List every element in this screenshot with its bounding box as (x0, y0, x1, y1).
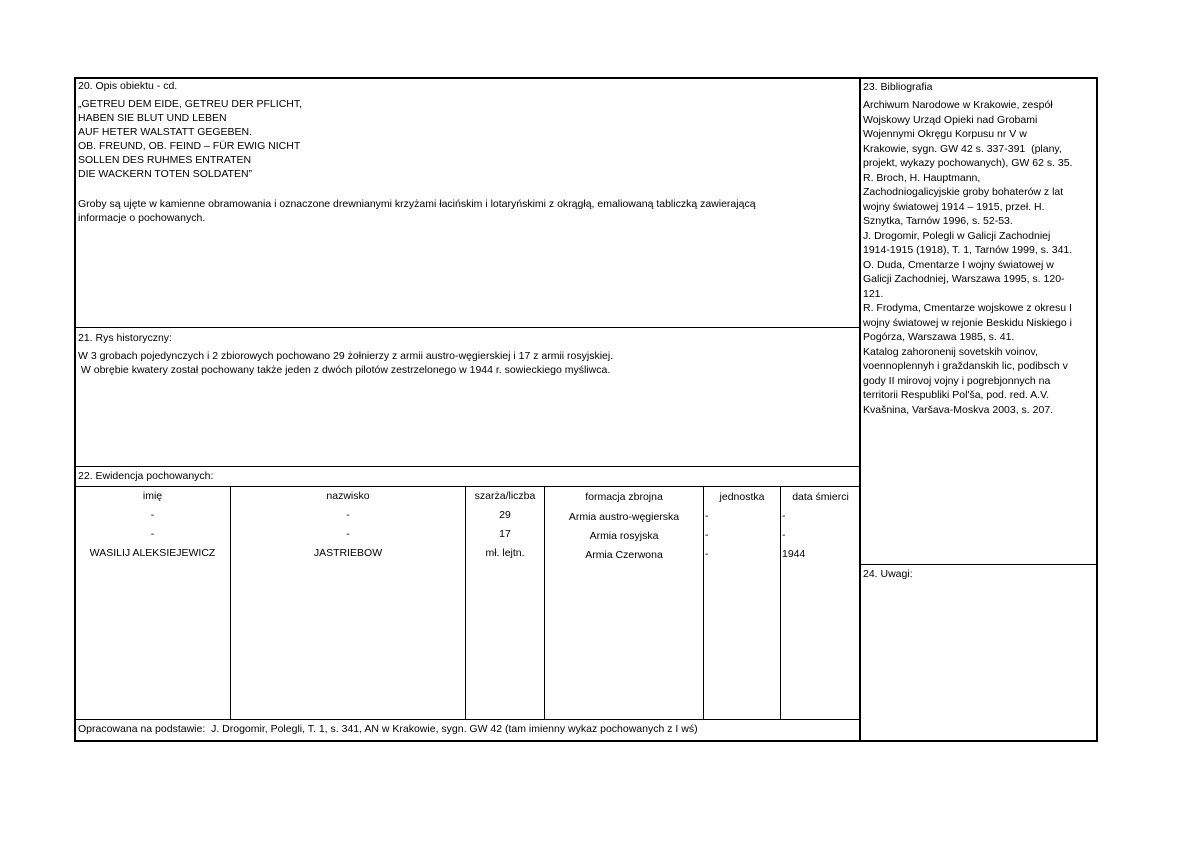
bibliography-line: gody II mirovoj vojny i pogrebjonnych na (863, 374, 1051, 387)
bibliography-line: R. Frodyma, Cmentarze wojskowe z okresu I (863, 302, 1072, 314)
table-bottom-border (75, 719, 860, 720)
divider (75, 466, 860, 467)
cell-jednostka: - (705, 529, 709, 541)
cell-data-smierci: - (782, 510, 786, 522)
cell-szarza: 29 (499, 509, 511, 521)
cell-formacja: Armia rosyjska (589, 530, 659, 542)
inscription-line: „GETREU DEM EIDE, GETREU DER PFLICHT, (78, 98, 303, 110)
section-21-heading: 21. Rys historyczny: (78, 332, 172, 344)
column-separator (703, 487, 704, 719)
cell-nazwisko: - (346, 528, 350, 540)
cell-imie: - (150, 509, 155, 521)
bibliography-line: projekt, wykazy pochowanych), GW 62 s. 35. (863, 157, 1073, 169)
inscription-line: OB. FREUND, OB. FEIND – FÜR EWIG NICHT (78, 140, 301, 152)
bibliography-line: J. Drogomir, Polegli w Galicji Zachodniej (863, 229, 1051, 242)
source-note: Opracowana na podstawie: J. Drogomir, Polegli, T. 1, s. 341, AN w Krakowie, sygn. GW 42 (tam imienny wykaz pochowanych z I wś) (78, 723, 698, 735)
history-line: W 3 grobach pojedynczych i 2 zbiorowych pochowano 29 żołnierzy z armii austro-węgierskiej i 17 z armii rosyjskiej. (78, 350, 614, 362)
cell-imie: WASILIJ ALEKSIEJEWICZ (89, 547, 216, 559)
column-header-data-smierci: data śmierci (792, 491, 849, 503)
column-header-nazwisko: nazwisko (326, 490, 370, 502)
inscription-line: AUF HETER WALSTATT GEGEBEN. (78, 126, 253, 138)
column-header-jednostka: jednostka (719, 491, 765, 503)
bibliography-line: wojny światowej w rejonie Beskidu Niskiego i (863, 316, 1072, 329)
cell-data-smierci: - (782, 529, 786, 541)
divider (860, 564, 1097, 565)
section-20-heading: 20. Opis obiektu - cd. (78, 80, 178, 92)
inscription-line: HABEN SIE BLUT UND LEBEN (78, 112, 227, 124)
description-line: Groby są ujęte w kamienne obramowania i oznaczone drewnianymi krzyżami łacińskim i lotaryńskimi z okrągłą, emaliowaną tabliczką zawierającą (78, 198, 756, 210)
divider (75, 327, 860, 328)
section-23-heading: 23. Bibliografia (863, 81, 933, 93)
table-top-border (75, 486, 860, 487)
cell-formacja: Armia austro-węgierska (568, 511, 680, 523)
bibliography-line: voennoplennyh i graždanskih lic, podibsch v (863, 360, 1068, 372)
column-header-formacja: formacja zbrojna (585, 491, 663, 503)
bibliography-line: Zachodniogalicyjskie groby bohaterów z lat (863, 186, 1064, 198)
history-line: W obrębie kwatery został pochowany także jeden z dwóch pilotów zestrzelonego w 1944 r. sowieckiego myśliwca. (78, 364, 611, 376)
inscription-line: SOLLEN DES RUHMES ENTRATEN (78, 154, 252, 166)
bibliography-line: Sznytka, Tarnów 1996, s. 52-53. (863, 215, 1013, 227)
bibliography-line: Katalog zahoronenij sovetskih voinov, (863, 345, 1038, 358)
bibliography-line: Wojennymi Okręgu Korpusu nr V w (863, 128, 1027, 140)
section-24-heading: 24. Uwagi: (863, 568, 913, 580)
bibliography-line: 121. (863, 287, 884, 300)
cell-data-smierci: 1944 (782, 548, 806, 560)
cell-szarza: 17 (499, 528, 511, 540)
bibliography-line: Krakowie, sygn. GW 42 s. 337-391 (plany, (863, 142, 1062, 155)
bibliography-line: Wojskowy Urząd Opieki nad Grobami (863, 113, 1038, 126)
bibliography-line: territorii Respubliki Pol'ša, pod. red. A.V. (863, 389, 1050, 401)
bibliography-line: wojny światowej 1914 – 1915, przeł. H. (863, 200, 1045, 213)
cell-nazwisko: - (346, 509, 350, 521)
column-header-imie: imię (142, 490, 163, 502)
bibliography-line: 1914-1915 (1918), T. 1, Tarnów 1999, s. 341. (863, 244, 1073, 256)
column-header-szarza: szarża/liczba (474, 490, 536, 502)
cell-jednostka: - (705, 510, 709, 522)
cell-jednostka: - (705, 548, 709, 560)
bibliography-line: O. Duda, Cmentarze I wojny światowej w (863, 258, 1054, 271)
section-22-heading: 22. Ewidencja pochowanych: (78, 470, 214, 482)
inscription-line: DIE WACKERN TOTEN SOLDATEN” (78, 168, 253, 180)
bibliography-line: Kvašnina, Varšava-Moskva 2003, s. 207. (863, 403, 1054, 416)
bibliography-line: Archiwum Narodowe w Krakowie, zespół (863, 99, 1053, 111)
cell-szarza: mł. lejtn. (485, 547, 525, 559)
bibliography-line: R. Broch, H. Hauptmann, (863, 171, 981, 184)
bibliography-line: Galicji Zachodniej, Warszawa 1995, s. 120- (863, 273, 1065, 285)
bibliography-line: Pogórza, Warszawa 1985, s. 41. (863, 331, 1015, 343)
description-line: informacje o pochowanych. (78, 212, 206, 224)
cell-imie: - (150, 528, 155, 540)
cell-nazwisko: JASTRIEBOW (313, 547, 383, 559)
column-separator (780, 487, 781, 719)
cell-formacja: Armia Czerwona (585, 549, 663, 561)
